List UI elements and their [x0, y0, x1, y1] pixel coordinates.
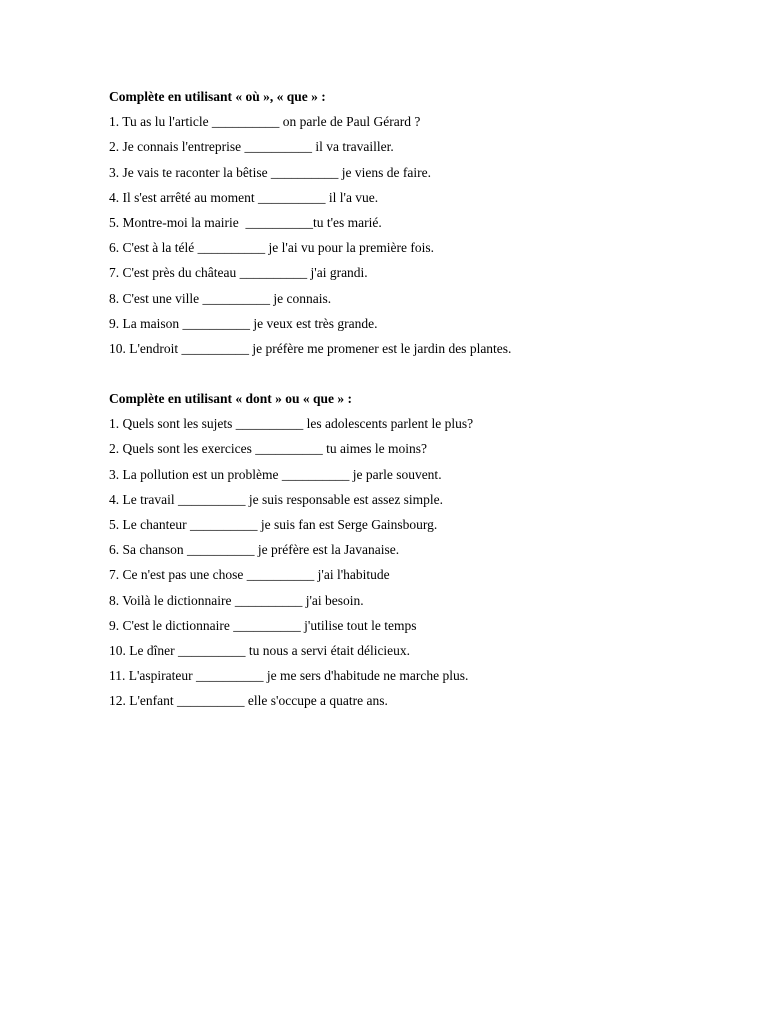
exercise-item: 8. Voilà le dictionnaire __________ j'ai besoin.: [109, 592, 364, 608]
exercise-item: 4. Le travail __________ je suis responsable est assez simple.: [109, 491, 444, 507]
exercise-item: 10. L'endroit __________ je préfère me promener est le jardin des plantes.: [109, 340, 512, 356]
section-heading: Complète en utilisant « dont » ou « que » :: [109, 391, 353, 406]
exercise-item: 8. C'est une ville __________ je connais.: [109, 290, 332, 306]
exercise-item: 5. Le chanteur __________ je suis fan est Serge Gainsbourg.: [109, 516, 438, 532]
exercise-item: 6. C'est à la télé __________ je l'ai vu pour la première fois.: [109, 240, 435, 256]
exercise-item: 7. Ce n'est pas une chose __________ j'ai l'habitude: [109, 567, 390, 583]
exercise-item: 11. L'aspirateur __________ je me sers d'habitude ne marche plus.: [109, 668, 469, 684]
exercise-item: 1. Quels sont les sujets __________ les adolescents parlent le plus?: [109, 416, 474, 432]
exercise-item: 10. Le dîner __________ tu nous a servi était délicieux.: [109, 642, 411, 658]
exercise-item: 9. C'est le dictionnaire __________ j'utilise tout le temps: [109, 617, 417, 633]
exercise-item: 4. Il s'est arrêté au moment __________ il l'a vue.: [109, 189, 379, 205]
exercise-item: 2. Quels sont les exercices __________ tu aimes le moins?: [109, 441, 427, 457]
exercise-item: 5. Montre-moi la mairie __________tu t'es marié.: [109, 214, 382, 230]
exercise-item: 7. C'est près du château __________ j'ai grandi.: [109, 265, 368, 281]
exercise-item: 6. Sa chanson __________ je préfère est la Javanaise.: [109, 542, 400, 558]
section-heading: Complète en utilisant « où », « que » :: [109, 89, 326, 104]
exercise-item: 12. L'enfant __________ elle s'occupe a quatre ans.: [109, 693, 388, 709]
exercise-section-dont-que: [109, 386, 729, 713]
exercise-list: [109, 109, 729, 361]
exercise-list: [109, 411, 729, 713]
exercise-item: 2. Je connais l'entreprise __________ il va travailler.: [109, 139, 394, 155]
exercise-section-ou-que: [109, 84, 729, 361]
exercise-item: 3. Je vais te raconter la bêtise __________ je viens de faire.: [109, 164, 432, 180]
exercise-item: 1. Tu as lu l'article __________ on parle de Paul Gérard ?: [109, 114, 421, 130]
exercise-item: 9. La maison __________ je veux est très grande.: [109, 315, 378, 331]
exercise-item: 3. La pollution est un problème __________ je parle souvent.: [109, 466, 442, 482]
